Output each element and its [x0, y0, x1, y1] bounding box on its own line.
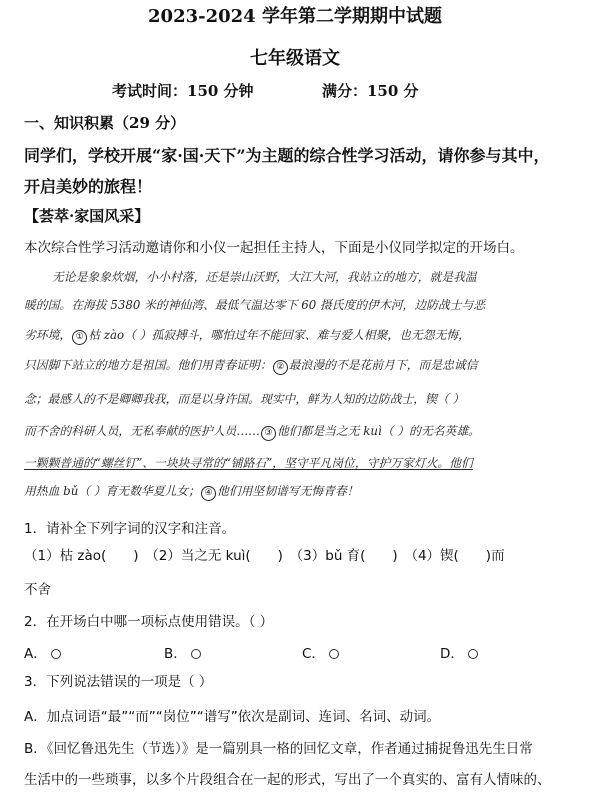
- exam-time: 考试时间：150 分钟: [112, 82, 254, 100]
- circle-mark-icon: [51, 649, 61, 659]
- q2-option-c[interactable]: [302, 642, 339, 662]
- passage-text: 枯 zào（ ）孤寂搏斗，哪怕过年不能回家、难与爱人相聚，也无怨无悔，: [88, 328, 470, 342]
- lead-text: 本次综合性学习活动邀请你和小仪一起担任主持人，下面是小仪同学拟定的开场白。: [24, 240, 524, 256]
- passage-line-4: [24, 356, 478, 375]
- passage-text: 而不舍的科研人员，无私奉献的医护人员……: [24, 424, 260, 438]
- marker-1: ①: [72, 330, 87, 345]
- q3-option-b-line2: 生活中的一些琐事，以多个片段组合在一起的形式，写出了一个真实的、富有人情味的、: [24, 772, 551, 788]
- q2-option-d[interactable]: [440, 642, 478, 662]
- option-label: A．: [24, 646, 47, 662]
- passage-line-2: 暖的国。在海拔 5380 米的神仙湾、最低气温达零下 60 摄氏度的伊木河，边防战士与恶: [24, 298, 486, 312]
- section-heading: 一、知识积累（29 分）: [24, 114, 186, 132]
- circle-mark-icon: [191, 649, 201, 659]
- option-label: C．: [302, 646, 325, 662]
- passage-text: 只因脚下站立的地方是祖国。他们用青春证明：: [24, 358, 272, 372]
- q2-stem: 2．在开场白中哪一项标点使用错误。（ ）: [24, 614, 274, 630]
- passage-text: 劣环境，: [24, 328, 72, 342]
- passage-text: 他们都是当之无 kuì（ ）的无名英雄。: [276, 424, 480, 438]
- q2-option-b[interactable]: [164, 642, 201, 662]
- passage-line-1: 无论是象象炊烟，小小村落，还是崇山沃野，大江大河，我站立的地方，就是我温: [52, 270, 477, 284]
- marker-3: ③: [261, 426, 276, 441]
- q3-stem: 3．下列说法错误的一项是（ ）: [24, 674, 213, 690]
- circle-mark-icon: [329, 649, 339, 659]
- exam-subtitle: 七年级语文: [250, 48, 340, 69]
- option-label: B．: [164, 646, 187, 662]
- passage-text: 用热血 bǔ（ ）育无数华夏儿女；: [24, 484, 201, 498]
- exam-score: 满分：150 分: [322, 82, 419, 100]
- passage-line-6: [24, 422, 480, 441]
- q2-options: [24, 642, 564, 662]
- passage-line-8: [24, 482, 359, 501]
- passage-line-5: 念；最感人的不是卿卿我我，而是以身许国。现实中，鲜为人知的边防战士，锲（ ）: [24, 392, 465, 406]
- q1-stem: 1．请补全下列字词的汉字和注音。: [24, 521, 236, 537]
- passage-text: 最浪漫的不是花前月下，而是忠诚信: [288, 358, 478, 372]
- passage-text: 他们用坚韧谱写无悔青春！: [217, 484, 359, 498]
- passage-line-3: [24, 326, 470, 345]
- q1-items: （1）枯 zào( ) （2）当之无 kuì( ) （3）bǔ 育( ) （4）锲( )而: [24, 548, 505, 564]
- option-label: D．: [440, 646, 464, 662]
- passage-line-7: 一颗颗普通的“螺丝钉”、一块块寻常的“铺路石”，坚守平凡岗位，守护万家灯火。他们: [24, 456, 473, 470]
- marker-4: ④: [201, 486, 216, 501]
- q2-option-a[interactable]: [24, 642, 61, 662]
- section-intro-line2: 开启美妙的旅程！: [24, 177, 153, 196]
- sub-heading: 【荟萃·家国风采】: [24, 207, 150, 225]
- exam-title: 2023-2024 学年第二学期期中试题: [148, 6, 442, 27]
- marker-2: ②: [273, 360, 288, 375]
- section-intro-line1: 同学们，学校开展“家·国·天下”为主题的综合性学习活动，请你参与其中，: [24, 146, 550, 165]
- circle-mark-icon: [468, 649, 478, 659]
- q3-option-b-line1: B．《回忆鲁迅先生（节选）》是一篇别具一格的回忆文章，作者通过捕捉鲁迅先生日常: [24, 741, 533, 757]
- q1-tail: 不舍: [24, 582, 51, 598]
- q3-option-a: A．加点词语“最”“而”“岗位”“谱写”依次是副词、连词、名词、动词。: [24, 709, 441, 725]
